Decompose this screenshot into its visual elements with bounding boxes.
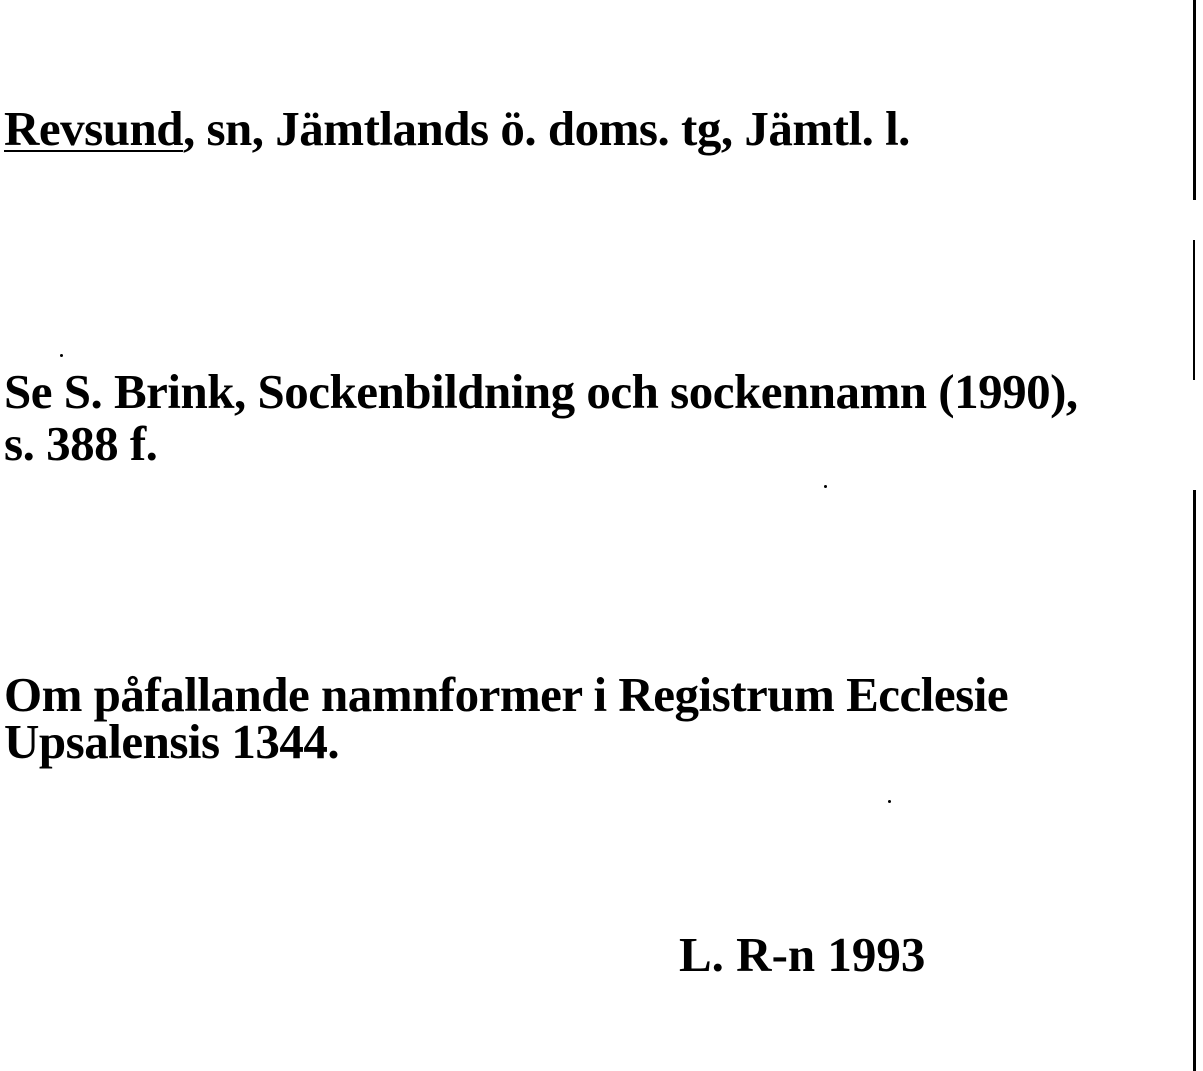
note-line-2: Upsalensis 1344.: [4, 714, 340, 769]
card-edge-middle: [1193, 240, 1195, 380]
heading-place-name: Revsund: [4, 101, 183, 156]
card-edge-top: [1193, 0, 1196, 200]
signature: L. R-n 1993: [679, 927, 926, 982]
card-heading: [4, 101, 910, 156]
heading-details: , sn, Jämtlands ö. doms. tg, Jämtl. l.: [182, 101, 910, 156]
reference-line-1: Se S. Brink, Sockenbildning och sockennamn (1990),: [4, 364, 1078, 419]
speck: [824, 485, 827, 488]
reference-line-2: s. 388 f.: [4, 416, 158, 471]
speck: [60, 354, 63, 357]
speck: [888, 800, 891, 803]
note-line-1: Om påfallande namnformer i Registrum Ecclesie: [4, 667, 1009, 722]
card-edge-bottom: [1193, 490, 1196, 1071]
